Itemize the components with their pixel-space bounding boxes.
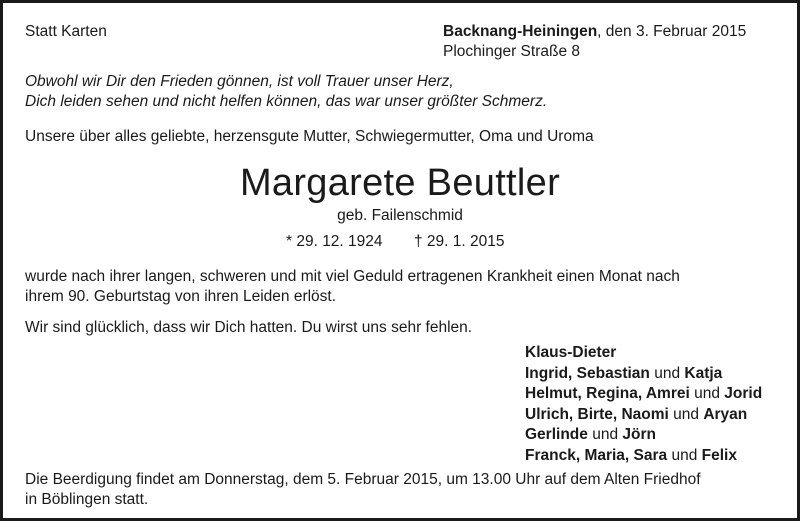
birth-date: * 29. 12. 1924: [286, 233, 383, 250]
mourner-names: Gerlinde: [525, 426, 588, 443]
body-line-1: wurde nach ihrer langen, schweren und mit viel Geduld ertragenen Krankheit einen Monat nach: [25, 268, 680, 285]
mourner-line: [525, 405, 762, 426]
mourner-line: [525, 364, 762, 385]
mourner-names: Katja: [684, 364, 723, 382]
conjunction: und: [649, 364, 685, 382]
mourner-line: [525, 384, 762, 405]
conjunction: und: [668, 405, 704, 423]
death-date: † 29. 1. 2015: [414, 233, 505, 250]
mourner-names: Klaus-Dieter: [525, 344, 617, 361]
conjunction: und: [689, 385, 725, 402]
funeral-line-1: Die Beerdigung findet am Donnerstag, dem 5. Februar 2015, um 13.00 Uhr auf dem Alten Friedhof: [25, 471, 701, 488]
mourner-line: [525, 425, 762, 446]
statt-karten-label: Statt Karten: [25, 23, 107, 40]
quote-line-1: Obwohl wir Dir den Frieden gönnen, ist voll Trauer unser Herz,: [25, 73, 454, 90]
place-date-line: [443, 23, 746, 42]
deceased-name: Margarete Beuttler: [239, 162, 561, 204]
mourner-names: Ulrich, Birte, Naomi: [525, 405, 669, 423]
place-name: Backnang-Heiningen: [443, 23, 598, 40]
mourner-line: [525, 446, 762, 467]
mourner-names: Jorid: [724, 385, 763, 402]
date-text: , den 3. Februar 2015: [597, 23, 747, 40]
maiden-name: geb. Failenschmid: [337, 207, 463, 224]
mourner-names: Ingrid, Sebastian: [525, 364, 650, 382]
mourner-names: Aryan: [703, 405, 748, 423]
mourner-names: Felix: [701, 446, 737, 464]
body-line-2: ihrem 90. Geburtstag von ihren Leiden erlöst.: [25, 288, 337, 305]
quote-line-2: Dich leiden sehen und nicht helfen können, das war unser größter Schmerz.: [25, 93, 548, 110]
mourner-line: [525, 343, 762, 364]
mourners-list: [525, 343, 762, 466]
mourner-names: Jörn: [622, 426, 656, 443]
intro-line: Unsere über alles geliebte, herzensgute Mutter, Schwiegermutter, Oma und Uroma: [25, 128, 594, 145]
conjunction: und: [667, 446, 702, 464]
mourner-names: Helmut, Regina, Amrei: [525, 385, 690, 402]
mourner-names: Franck, Maria, Sara: [525, 446, 668, 464]
conjunction: und: [587, 426, 623, 443]
body-line-3: Wir sind glücklich, dass wir Dich hatten. Du wirst uns sehr fehlen.: [25, 319, 473, 336]
address-line: Plochinger Straße 8: [443, 43, 580, 60]
funeral-line-2: in Böblingen statt.: [25, 491, 149, 508]
